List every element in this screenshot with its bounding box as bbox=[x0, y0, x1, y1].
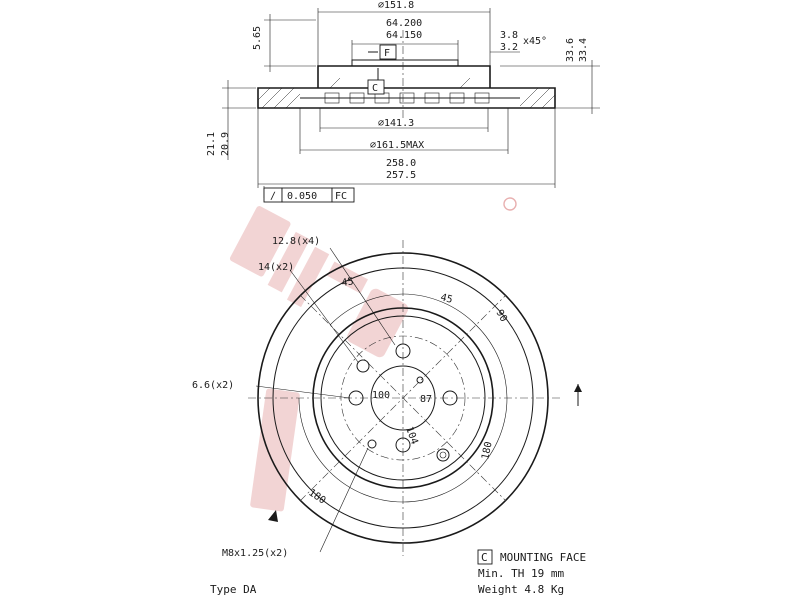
label-pcd-87: 87 bbox=[420, 394, 433, 405]
label-pcd-104: 104 bbox=[403, 425, 420, 446]
legend-weight: Weight 4.8 Kg bbox=[478, 583, 565, 596]
rotation-arrow-left bbox=[268, 510, 278, 522]
dim-d-64-150: 64.150 bbox=[386, 30, 423, 41]
dim-d-151-8: ∅151.8 bbox=[378, 0, 415, 11]
legend-min-thickness: Min. TH 19 mm bbox=[478, 567, 565, 580]
dim-chamfer-angle: x45° bbox=[523, 36, 548, 47]
dim-d-64-200: 64.200 bbox=[386, 18, 423, 29]
label-holes-14: 14(x2) bbox=[258, 262, 295, 273]
label-thread-m8: M8x1.25(x2) bbox=[222, 548, 289, 559]
locating-hole bbox=[437, 449, 449, 461]
hat-outline bbox=[318, 66, 490, 88]
dim-height-5-65: 5.65 bbox=[252, 25, 263, 50]
legend-mounting-face: MOUNTING FACE bbox=[500, 551, 587, 564]
dim-thickness-20-9: 20.9 bbox=[220, 131, 231, 156]
label-angle-90: 90 bbox=[493, 308, 509, 324]
label-holes-6-6: 6.6(x2) bbox=[192, 380, 235, 391]
thread-hole bbox=[440, 452, 446, 458]
label-holes-12-8: 12.8(x4) bbox=[272, 236, 321, 247]
datum-c-label: C bbox=[372, 83, 379, 94]
label-angle-45-a: 45 bbox=[340, 276, 355, 289]
dim-d-258-0: 258.0 bbox=[386, 158, 417, 169]
dim-chamfer-3-2: 3.2 bbox=[500, 42, 519, 53]
dim-chamfer-3-8: 3.8 bbox=[500, 30, 519, 41]
runout-datums: FC bbox=[335, 191, 348, 202]
runout-value: 0.050 bbox=[287, 191, 318, 202]
dim-height-33-6: 33.6 bbox=[565, 37, 576, 62]
runout-symbol: ∕ bbox=[270, 191, 277, 202]
front-view bbox=[192, 236, 582, 559]
angle-arc-90 bbox=[476, 325, 507, 398]
rotation-arrow-right bbox=[574, 384, 582, 406]
registered-mark-icon bbox=[504, 198, 516, 210]
label-angle-45-b: 45 bbox=[439, 292, 454, 306]
datum-c-flag bbox=[368, 68, 384, 94]
screw-hole bbox=[417, 377, 423, 383]
datum-f-label: F bbox=[384, 48, 391, 59]
label-pcd-100: 100 bbox=[372, 390, 391, 401]
label-angle-180-a: 180 bbox=[480, 440, 495, 461]
hub-bore-outline bbox=[352, 60, 458, 66]
locating-hole bbox=[357, 360, 369, 372]
dim-d-141-3: ∅141.3 bbox=[378, 118, 415, 129]
dim-d-257-5: 257.5 bbox=[386, 170, 417, 181]
dim-d-161-5: ∅161.5MAX bbox=[370, 140, 425, 151]
datum-f-flag bbox=[368, 45, 396, 59]
screw-hole bbox=[368, 440, 376, 448]
dim-height-33-4: 33.4 bbox=[578, 37, 589, 62]
section-view bbox=[206, 0, 600, 202]
dim-thickness-21-1: 21.1 bbox=[206, 131, 217, 156]
label-angle-180-b: 180 bbox=[306, 487, 328, 507]
legend-datum-symbol: C bbox=[481, 551, 488, 564]
legend-type: Type DA bbox=[210, 583, 257, 596]
vent-channels bbox=[300, 93, 520, 103]
runout-tolerance-frame bbox=[264, 186, 354, 202]
